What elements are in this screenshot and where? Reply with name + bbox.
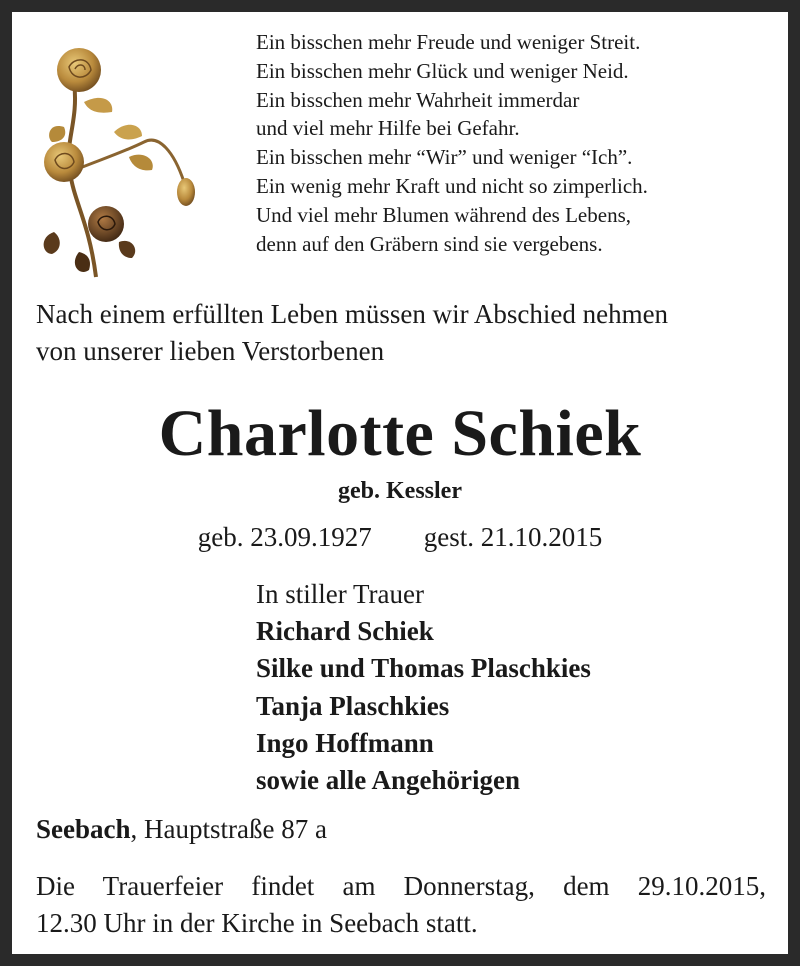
service-line: 12.30 Uhr in der Kirche in Seebach statt. [36, 908, 478, 938]
poem-line: Ein bisschen mehr Wahrheit immerdar [256, 87, 580, 112]
address-street: , Hauptstraße 87 a [130, 814, 327, 844]
poem-line: denn auf den Gräbern sind sie vergebens. [256, 231, 603, 256]
mourner-name: sowie alle Angehörigen [256, 765, 520, 796]
poem [256, 28, 648, 258]
maiden-name: geb. Kessler [338, 478, 462, 504]
poem-line: Ein bisschen mehr “Wir” und weniger “Ich”. [256, 145, 633, 170]
intro-line: Nach einem erfüllten Leben müssen wir Abschied nehmen [36, 299, 669, 329]
birth-date: geb. 23.09.1927 [197, 522, 372, 552]
service-info [36, 868, 766, 942]
poem-line: Und viel mehr Blumen während des Lebens, [256, 202, 631, 227]
poem-line: Ein bisschen mehr Glück und weniger Neid. [256, 58, 629, 83]
intro-text [36, 296, 668, 370]
mourner-name: Richard Schiek [256, 616, 434, 647]
intro-line: von unserer lieben Verstorbenen [36, 336, 385, 366]
death-date: gest. 21.10.2015 [423, 522, 603, 552]
address [36, 812, 327, 846]
poem-line: Ein wenig mehr Kraft und nicht so zimperlich. [256, 173, 648, 198]
mourner-name: Silke und Thomas Plaschkies [256, 653, 591, 684]
roses-illustration [34, 32, 204, 282]
mourner-name: Ingo Hoffmann [256, 727, 434, 758]
mourners-list [256, 576, 591, 799]
obituary-notice [12, 12, 788, 954]
poem-line: und viel mehr Hilfe bei Gefahr. [256, 116, 520, 141]
poem-line: Ein bisschen mehr Freude und weniger Streit. [256, 30, 641, 54]
address-town: Seebach [36, 814, 131, 844]
mourners-heading: In stiller Trauer [256, 579, 424, 609]
mourner-name: Tanja Plaschkies [256, 690, 450, 721]
service-line: Die Trauerfeier findet am Donnerstag, dem 29.10.2015, [36, 871, 766, 901]
deceased-name: Charlotte Schiek [158, 397, 642, 470]
life-dates [12, 520, 788, 554]
